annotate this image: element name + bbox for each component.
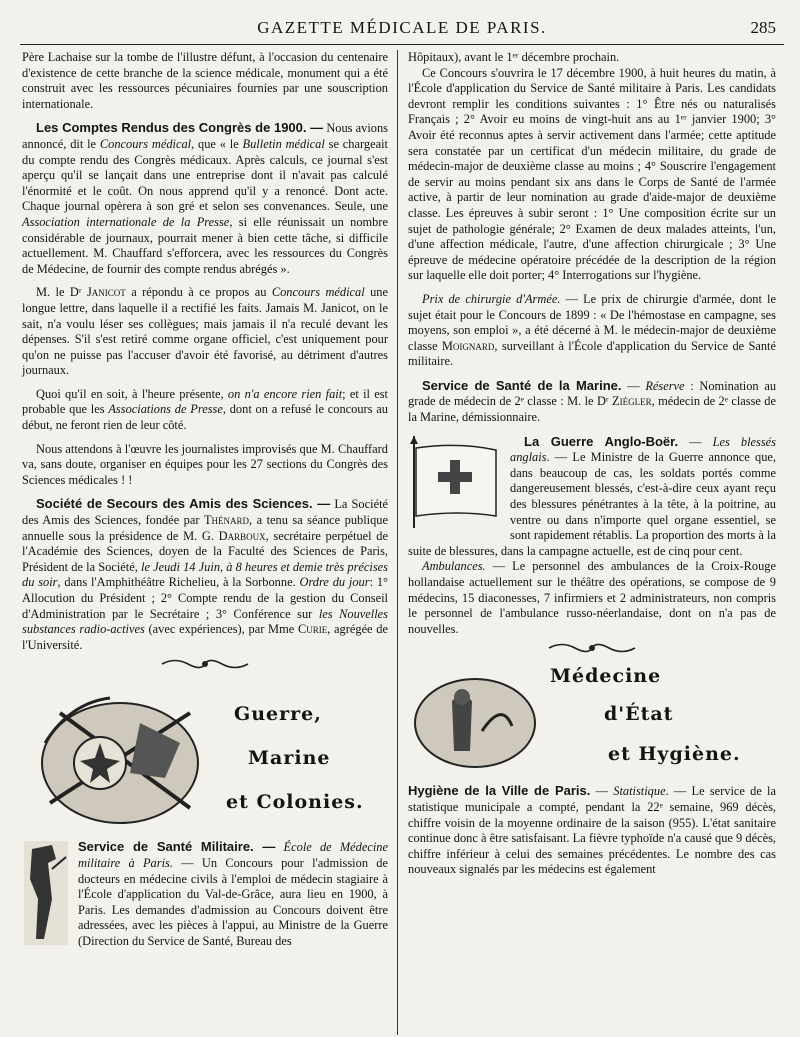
heading-hygiene-paris: Hygiène de la Ville de Paris. (408, 783, 591, 799)
column-divider (397, 50, 398, 1035)
paragraph-anglo-boer: La Guerre Anglo-Boër. — Les blessés anglais. — Le Ministre de la Guerre annonce que, dans beaucoup de cas, les soldats portés comme dangereusement blessés, c'est-à-dire ceux ayant reçu des blessures pénétrantes à la tête, à la poitrine, au ventre ou dans n'importe quel organe essentiel, se sont rapidement rétablis. La proportion des morts à la suite de blessures, dans la campagne actuelle, est de cinq pour cent. (408, 433, 776, 558)
paragraph-prix-chirurgie: Prix de chirurgie d'Armée. — Le prix de chirurgie d'armée, dont le sujet était pour le Concours de 1899 : « De l'hémostase en campagne, ses moyens, son emploi », a été décerné à M. le médecin-major de deuxième classe Moignard, surveillant à l'École d'application du Service de Santé militaire. (408, 291, 776, 369)
heading-comptes-rendus: Les Comptes Rendus des Congrès de 1900. — (36, 120, 324, 136)
heading-sante-marine: Service de Santé de la Marine. (422, 377, 622, 393)
banner-word-marine: Marine (248, 747, 331, 770)
paragraph-quoi-quil: Quoi qu'il en soit, à l'heure présente, on n'a encore rien fait; et il est probable que les Associations de Presse, dont on a refusé le concours au début, ne feront rien de leur côté. (22, 386, 388, 433)
journal-title: GAZETTE MÉDICALE DE PARIS. (257, 18, 547, 37)
paragraph-hopitaux: Hôpitaux), avant le 1ᵉʳ décembre prochain. (408, 50, 620, 64)
ornament-divider-icon (22, 657, 388, 675)
military-trophy-icon (30, 683, 208, 833)
paragraph-sante-marine: Service de Santé de la Marine. — Réserve : Nomination au grade de médecin de 2ᵉ classe : M. le Dʳ Ziégler, médecin de 2ᵉ classe de la Marine, démissionnaire. (408, 377, 777, 425)
paragraph-ambulances: Ambulances. — Le personnel des ambulances de la Croix-Rouge hollandaise actuellement sur le théâtre des opérations, se compose de 9 médecins, 15 diaconesses, 7 infirmiers et 2 administrateurs, non compris le personnel de l'ambulance russo-néerlandaise, dont on n'a pas de nouvelles. (408, 559, 776, 636)
paragraph-janicot: M. le Dʳ Janicot a répondu à ce propos au Concours médical une longue lettre, dans laquelle il a rectifié les faits. Jamais M. Janicot, on le sait, n'a voulu léser ses collègues; mais jamais il n'a reculé devant les dépenses. S'il s'est retiré comme organe officiel, c'est uniquement pour qu'on ne puisse pas l'accuser d'avoir été favorisé, au détriment d'autres journaux. (22, 285, 388, 378)
red-cross-flag-icon (408, 434, 502, 535)
heading-sante-militaire: Service de Santé Militaire. — (78, 839, 276, 855)
banner-word-guerre: Guerre, (234, 703, 322, 726)
running-header (22, 18, 782, 42)
heading-amis-des-sciences: Société de Secours des Amis des Sciences. — (36, 496, 331, 512)
banner-word-colonies: et Colonies. (226, 791, 364, 814)
paragraph-concours: Ce Concours s'ouvrira le 17 décembre 1900, à huit heures du matin, à l'École d'application du Service de Santé militaire à Paris. Les candidats devront remplir les conditions suivantes : 1° Être nés ou naturalisés Français ; 2° Avoir eu moins de vingt-huit ans au 1ᵉʳ janvier 1900; 3° Avoir été reconnus aptes à servir activement dans l'armée; cette aptitude sera constatée par un certificat d'un médecin militaire, du grade de médecin-major de deuxième classe au moins ; 4° Souscrire l'engagement de servir au moins pendant six ans dans le Corps de Santé de l'armée active, à partir de leur nomination au grade d'aide-major de deuxième classe. Les épreuves à subir seront : 1° Une composition écrite sur un sujet de pathologie générale; 2° Examen de deux malades atteints, l'un, d'une affection médicale, l'autre, d'une affection chirurgicale ; 3° Une épreuve de médecine opératoire précédée de la description de la région sur laquelle elle doit porter; 4° Interrogations sur l'hygiène. (408, 65, 776, 283)
paragraph-hygiene-paris: Hygiène de la Ville de Paris. — Statistique. — Le service de la statistique municipale a compté, pendant la 22ᵉ semaine, 969 décès, chiffre voisin de la moyenne ordinaire de la saison (955). L'état sanitaire continue donc à être satisfaisant. La fièvre typhoïde n'a causé que 9 décès, chiffre inférieur à celui des semaines précédentes. Le nombre des cas nouveaux signalés par les médecins est également (408, 783, 776, 877)
drop-cap-figure-icon (22, 839, 70, 952)
paragraph-amis-des-sciences: Société de Secours des Amis des Sciences. — La Société des Amis des Sciences, fondée par Thénard, a tenu sa séance publique annuelle sous la présidence de M. G. Darboux, secrétaire perpétuel de l'Académie des Sciences, doyen de la Faculté des Sciences de Paris, Président de la Société, le Jeudi 14 Juin, à 8 heures et demie très précises du soir, dans l'Amphithéâtre Richelieu, à la Sorbonne. Ordre du jour: 1° Allocution du Président ; 2° Compte rendu de la gestion du Conseil d'Administration par le Secrétaire ; 3° Conférence sur les Nouvelles substances radio-actives (avec expériences), par Mme Curie, agrégée de l'Université. (22, 496, 389, 652)
hygiene-allegory-icon (412, 671, 538, 771)
right-column (408, 50, 776, 878)
left-column (22, 50, 388, 954)
banner-word-etat: d'État (604, 703, 674, 726)
page-number: 285 (750, 18, 776, 37)
heading-anglo-boer: La Guerre Anglo-Boër. (524, 433, 679, 449)
paragraph-chauffard: Nous attendons à l'œuvre les journalistes improvisés que M. Chauffard va, sans doute, organiser en équipes pour les 27 sections du Congrès des Sciences médicales ! ! (22, 441, 388, 487)
ornament-divider-icon (408, 641, 776, 659)
banner-word-medecine: Médecine (550, 665, 662, 688)
section-banner-guerre (22, 679, 388, 839)
section-banner-medecine-etat (408, 663, 776, 783)
banner-word-hygiene: et Hygiène. (608, 743, 741, 766)
header-rule (20, 44, 784, 45)
paragraph-comptes-rendus: Les Comptes Rendus des Congrès de 1900. — Nous avions annoncé, dit le Concours médical, que « le Bulletin médical se chargeait du compte rendu des Congrès médicaux. Après calculs, ce journal s'est aperçu qu'il se lançait dans une entreprise dont il n'avait pas calculé l'énormité et le coût. On nous apprend qu'il y a renoncé. Dont acte. Chaque journal opèrera à son gré et selon ses convenances. Seule, une Association internationale de la Presse, si elle réunissait un nombre considérable de journaux, pourrait mener à bien cette tâche, si difficile actuellement. M. Chauffard s'efforcera, avec les ressources du Congrès de Médecine, de fournir des compte rendus abrégés ». (22, 120, 388, 276)
paragraph-pere-lachaise: Père Lachaise sur la tombe de l'illustre défunt, à l'occasion du centenaire d'existence de cette branche de la science médicale, monument qui a été construit avec les ressources pécuniaires fournies par une souscription internationale. (22, 50, 388, 111)
paragraph-sante-militaire: Service de Santé Militaire. — École de Médecine militaire à Paris. — Un Concours pour l'admission de docteurs en médecine civils à l'emploi de médecin stagiaire à l'École d'application du Val-de-Grâce, aura lieu en 1900, à Paris. Les demandes d'admission au Concours doivent être adressées, avec les pièces à l'appui, au Ministre de la Guerre (Direction du Service de Santé, Bureau des (78, 839, 388, 948)
